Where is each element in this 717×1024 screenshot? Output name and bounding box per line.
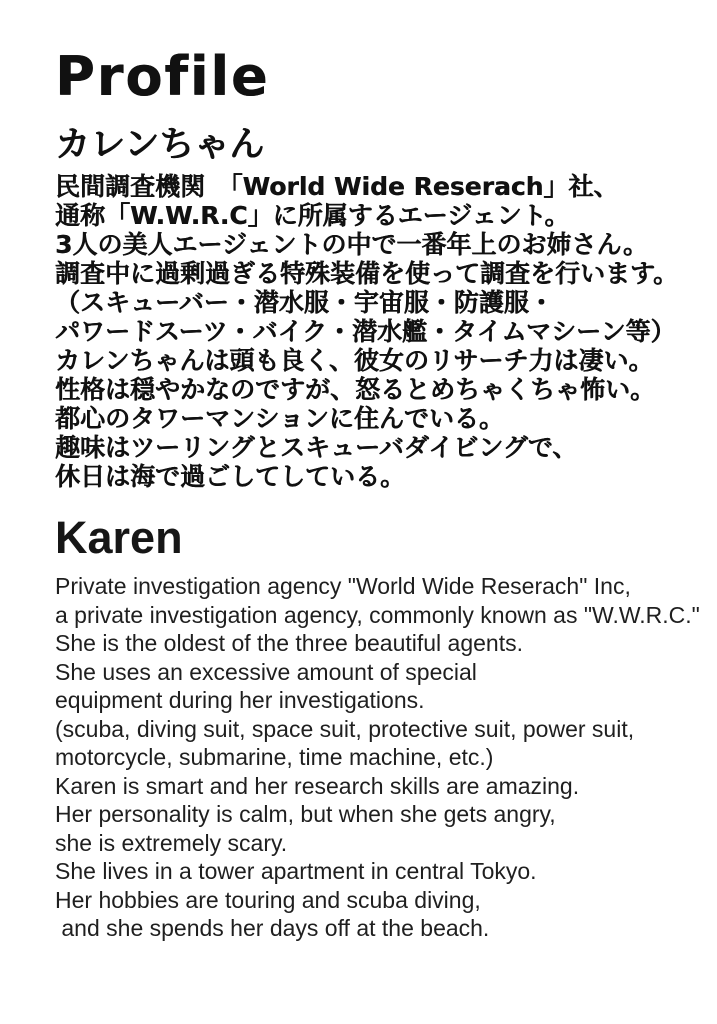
japanese-character-name: カレンちゃん bbox=[55, 125, 265, 165]
jp-profile-line: （スキューバー・潜水服・宇宙服・防護服・ bbox=[55, 288, 554, 317]
en-profile-line: Her hobbies are touring and scuba diving, bbox=[55, 886, 481, 913]
jp-profile-line: カレンちゃんは頭も良く、彼女のリサーチ力は凄い。 bbox=[55, 346, 654, 375]
jp-profile-line: パワードスーツ・バイク・潜水艦・タイムマシーン等） bbox=[55, 317, 676, 346]
japanese-profile-paragraph bbox=[55, 172, 697, 491]
en-profile-line: motorcycle, submarine, time machine, etc.) bbox=[55, 744, 494, 770]
jp-profile-line: 民間調査機関 「World Wide Reserach」社、 bbox=[55, 172, 619, 201]
en-profile-line: (scuba, diving suit, space suit, protective suit, power suit, bbox=[55, 715, 635, 742]
en-profile-line: She lives in a tower apartment in central Tokyo. bbox=[55, 858, 537, 884]
en-profile-line: She uses an excessive amount of special bbox=[55, 658, 477, 685]
page-title: Profile bbox=[55, 45, 270, 108]
jp-profile-line: 通称「W.W.R.C」に所属するエージェント。 bbox=[55, 201, 570, 230]
jp-profile-line: 休日は海で過ごしてしている。 bbox=[55, 462, 406, 491]
en-profile-line: a private investigation agency, commonly known as "W.W.R.C." bbox=[55, 601, 700, 628]
en-profile-line: She is the oldest of the three beautiful agents. bbox=[55, 630, 523, 656]
jp-profile-line: 趣味はツーリングとスキューバダイビングで、 bbox=[55, 433, 578, 462]
en-profile-line: Private investigation agency "World Wide Reserach" Inc, bbox=[55, 573, 631, 599]
jp-profile-line: 都心のタワーマンションに住んでいる。 bbox=[55, 404, 504, 433]
en-profile-line: and she spends her days off at the beach. bbox=[55, 915, 490, 941]
en-profile-line: Her personality is calm, but when she gets angry, bbox=[55, 801, 556, 827]
english-character-name: Karen bbox=[55, 512, 183, 563]
en-profile-line: Karen is smart and her research skills are amazing. bbox=[55, 772, 580, 799]
english-profile-paragraph bbox=[55, 572, 700, 943]
jp-profile-line: 性格は穏やかなのですが、怒るとめちゃくちゃ怖い。 bbox=[55, 375, 656, 404]
jp-profile-line: 3人の美人エージェントの中で一番年上のお姉さん。 bbox=[55, 230, 648, 259]
en-profile-line: equipment during her investigations. bbox=[55, 687, 425, 713]
en-profile-line: she is extremely scary. bbox=[55, 829, 288, 856]
jp-profile-line: 調査中に過剰過ぎる特殊装備を使って調査を行います。 bbox=[55, 259, 679, 288]
